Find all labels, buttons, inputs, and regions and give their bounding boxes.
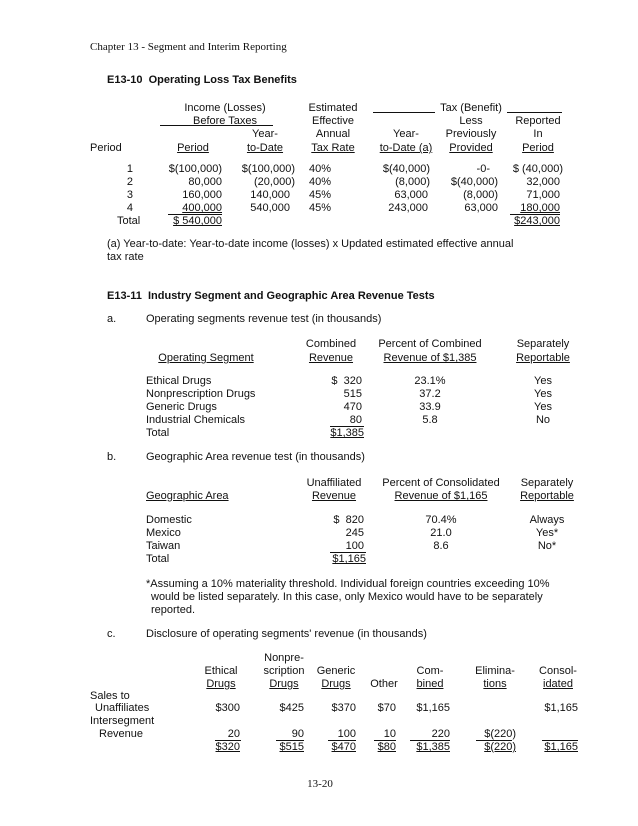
b-pct: 21.0 xyxy=(430,527,452,539)
b-total: $1,165 xyxy=(332,553,366,565)
income-period-cell: 80,000 xyxy=(188,176,222,188)
b-rep: Yes* xyxy=(535,527,559,539)
a-pct: 33.9 xyxy=(419,401,441,413)
rate-cell: 40% xyxy=(309,163,332,175)
c-tot-nonpre: $515 xyxy=(279,741,304,753)
e1310-total-label: Total xyxy=(117,215,141,227)
b-name: Mexico xyxy=(146,527,181,539)
a-name: Nonprescription Drugs xyxy=(146,388,256,400)
hdr-prev: Previously xyxy=(445,128,497,140)
a-total-label: Total xyxy=(146,427,170,439)
a-col2-l2: Revenue of $1,385 xyxy=(383,352,477,364)
hdr-less: Less xyxy=(459,115,483,127)
a-total: $1,385 xyxy=(330,427,364,439)
tax-prev-cell: -0- xyxy=(476,163,490,175)
a-rev: 470 xyxy=(343,401,362,413)
hdr-tax-year: Year- xyxy=(393,128,419,140)
a-rep: No xyxy=(535,414,551,426)
hdr-est-l3: Annual xyxy=(315,128,351,140)
e1310-title: E13-10 Operating Loss Tax Benefits xyxy=(107,74,297,86)
a-rev: 515 xyxy=(343,388,362,400)
period-cell: 2 xyxy=(126,176,133,188)
period-cell: 1 xyxy=(126,163,133,175)
b-area-header: Geographic Area xyxy=(146,490,229,502)
c-r1-combined: $1,165 xyxy=(416,702,450,714)
b-total-label: Total xyxy=(146,553,170,565)
a-rev: $ 320 xyxy=(331,375,362,387)
b-pct: 8.6 xyxy=(433,540,449,552)
c-r2-ethical: 20 xyxy=(227,728,240,740)
a-rep: Yes xyxy=(534,388,552,400)
hdr-year: Year- xyxy=(252,128,278,140)
b-col1-l1: Unaffiliated xyxy=(306,477,362,489)
c-r1-ethical: $300 xyxy=(215,702,240,714)
c-h-generic-l2: Drugs xyxy=(321,678,351,690)
tax-benefit-rule-right xyxy=(507,112,562,113)
c-tot-generic: $470 xyxy=(331,741,356,753)
part-c-label: c. xyxy=(107,628,116,640)
c-r1-nonpre: $425 xyxy=(279,702,304,714)
b-rev: $ 820 xyxy=(333,514,364,526)
hdr-est-l1: Estimated xyxy=(308,102,358,114)
a-name: Industrial Chemicals xyxy=(146,414,246,426)
tax-prev-cell: 63,000 xyxy=(464,202,498,214)
c-r2-label-l1: Intersegment xyxy=(90,715,155,727)
c-r2-elim: $(220) xyxy=(484,728,516,740)
c-h-combined-l2: bined xyxy=(416,678,444,690)
a-rep: Yes xyxy=(534,375,552,387)
c-r2-combined: 220 xyxy=(431,728,450,740)
b-rep: No* xyxy=(537,540,557,552)
b-rev: 245 xyxy=(345,527,364,539)
b-pct: 70.4% xyxy=(425,514,457,526)
c-h-combined-l1: Com- xyxy=(416,665,444,677)
hdr-rep-period: Period xyxy=(522,142,554,154)
hdr-reported: Reported xyxy=(515,115,561,127)
hdr-todate: to-Date xyxy=(246,142,284,154)
b-rev: 100 xyxy=(345,540,364,552)
b-name: Domestic xyxy=(146,514,192,526)
tax-reported-cell: 32,000 xyxy=(526,176,560,188)
b-rep: Always xyxy=(529,514,565,526)
tax-ytd-cell: 243,000 xyxy=(388,202,428,214)
income-ytd-cell: (20,000) xyxy=(254,176,295,188)
page-number: 13-20 xyxy=(307,778,333,790)
income-period-cell: 160,000 xyxy=(182,189,222,201)
part-b-label: b. xyxy=(107,451,117,463)
c-tot-other: $80 xyxy=(377,741,396,753)
hdr-est-l4: Tax Rate xyxy=(311,142,355,154)
c-h-elim-l1: Elimina- xyxy=(475,665,515,677)
tax-ytd-cell: $(40,000) xyxy=(382,163,430,175)
c-h-nonpre-l2: scription xyxy=(263,665,305,677)
tax-prev-cell: $(40,000) xyxy=(450,176,498,188)
a-col3-l1: Separately xyxy=(516,338,570,350)
a-rev: 80 xyxy=(349,414,362,426)
a-pct: 5.8 xyxy=(422,414,438,426)
a-pct: 23.1% xyxy=(414,375,446,387)
hdr-provided: Provided xyxy=(449,142,493,154)
part-c-text: Disclosure of operating segments' revenue (in thousands) xyxy=(146,628,427,640)
part-a-label: a. xyxy=(107,313,117,325)
b-col2-l1: Percent of Consolidated xyxy=(382,477,500,489)
income-ytd-cell: $(100,000) xyxy=(241,163,295,175)
b-note-l3: reported. xyxy=(151,604,196,616)
period-cell: 3 xyxy=(126,189,133,201)
e1311-title: E13-11 Industry Segment and Geographic Area Revenue Tests xyxy=(107,290,435,302)
c-h-other: Other xyxy=(370,678,398,690)
c-r1-label-l2: Unaffiliates xyxy=(95,702,150,714)
hdr-tax-todate: to-Date (a) xyxy=(379,142,433,154)
c-r2-other: 10 xyxy=(383,728,396,740)
income-period-cell: 400,000 xyxy=(182,202,222,214)
c-h-nonpre-l3: Drugs xyxy=(269,678,299,690)
c-h-elim-l2: tions xyxy=(483,678,507,690)
b-name: Taiwan xyxy=(146,540,181,552)
c-r1-label-l1: Sales to xyxy=(90,690,130,702)
c-r2-generic: 100 xyxy=(337,728,356,740)
rate-cell: 45% xyxy=(309,189,332,201)
c-r1-consol: $1,165 xyxy=(544,702,578,714)
e1310-total-income: $ 540,000 xyxy=(173,215,222,227)
part-a-text: Operating segments revenue test (in thousands) xyxy=(146,313,382,325)
hdr-inc-period: Period xyxy=(177,142,209,154)
tax-prev-cell: (8,000) xyxy=(463,189,498,201)
rate-cell: 40% xyxy=(309,176,332,188)
income-period-cell: $(100,000) xyxy=(168,163,222,175)
e1310-total-tax: $243,000 xyxy=(514,215,560,227)
c-h-ethical-l2: Drugs xyxy=(206,678,236,690)
c-r1-generic: $370 xyxy=(331,702,356,714)
b-col1-l2: Revenue xyxy=(311,490,357,502)
c-r2-label-l2: Revenue xyxy=(99,728,144,740)
hdr-est-l2: Effective xyxy=(312,115,354,127)
c-r2-nonpre: 90 xyxy=(291,728,304,740)
c-tot-combined: $1,385 xyxy=(416,741,450,753)
hdr-tax-benefit: Tax (Benefit) xyxy=(440,102,502,114)
tax-ytd-cell: 63,000 xyxy=(394,189,428,201)
b-note-l2: would be listed separately. In this case, only Mexico would have to be separately xyxy=(151,591,543,603)
c-h-ethical-l1: Ethical xyxy=(204,665,238,677)
a-name: Generic Drugs xyxy=(146,401,217,413)
a-name: Ethical Drugs xyxy=(146,375,212,387)
a-pct: 37.2 xyxy=(419,388,441,400)
c-h-consol-l1: Consol- xyxy=(539,665,577,677)
part-b-text: Geographic Area revenue test (in thousands) xyxy=(146,451,365,463)
rate-cell: 45% xyxy=(309,202,332,214)
income-rule xyxy=(160,125,273,126)
hdr-income-l2: Before Taxes xyxy=(192,115,257,127)
e1310-note-l1: (a) Year-to-date: Year-to-date income (losses) x Updated estimated effective annual xyxy=(107,238,514,250)
tax-reported-cell: $ (40,000) xyxy=(512,163,563,175)
a-col3-l2: Reportable xyxy=(516,352,570,364)
c-h-nonpre-l1: Nonpre- xyxy=(264,652,304,664)
a-col1-l2: Revenue xyxy=(308,352,354,364)
b-col2-l2: Revenue of $1,165 xyxy=(394,490,488,502)
period-cell: 4 xyxy=(126,202,133,214)
e1310-note-l2: tax rate xyxy=(107,251,144,263)
c-tot-ethical: $320 xyxy=(215,741,240,753)
b-note-l1: *Assuming a 10% materiality threshold. Individual foreign countries exceeding 10% xyxy=(146,578,550,590)
c-h-consol-l2: idated xyxy=(543,678,573,690)
c-r1-other: $70 xyxy=(377,702,396,714)
tax-reported-cell: 180,000 xyxy=(520,202,560,214)
income-ytd-cell: 140,000 xyxy=(250,189,290,201)
hdr-in: In xyxy=(533,128,543,140)
b-col3-l2: Reportable xyxy=(520,490,574,502)
b-col3-l1: Separately xyxy=(520,477,574,489)
hdr-period: Period xyxy=(90,142,122,154)
hdr-income-l1: Income (Losses) xyxy=(184,102,266,114)
tax-benefit-rule-left xyxy=(373,112,435,113)
a-col2-l1: Percent of Combined xyxy=(378,338,482,350)
tax-ytd-cell: (8,000) xyxy=(395,176,430,188)
a-seg-header: Operating Segment xyxy=(158,352,254,364)
a-col1-l1: Combined xyxy=(305,338,357,350)
tax-reported-cell: 71,000 xyxy=(526,189,560,201)
a-rep: Yes xyxy=(534,401,552,413)
c-h-generic-l1: Generic xyxy=(316,665,356,677)
c-tot-elim: $(220) xyxy=(484,741,516,753)
income-ytd-cell: 540,000 xyxy=(250,202,290,214)
page-header: Chapter 13 - Segment and Interim Reporting xyxy=(90,41,287,53)
c-tot-consol: $1,165 xyxy=(544,741,578,753)
